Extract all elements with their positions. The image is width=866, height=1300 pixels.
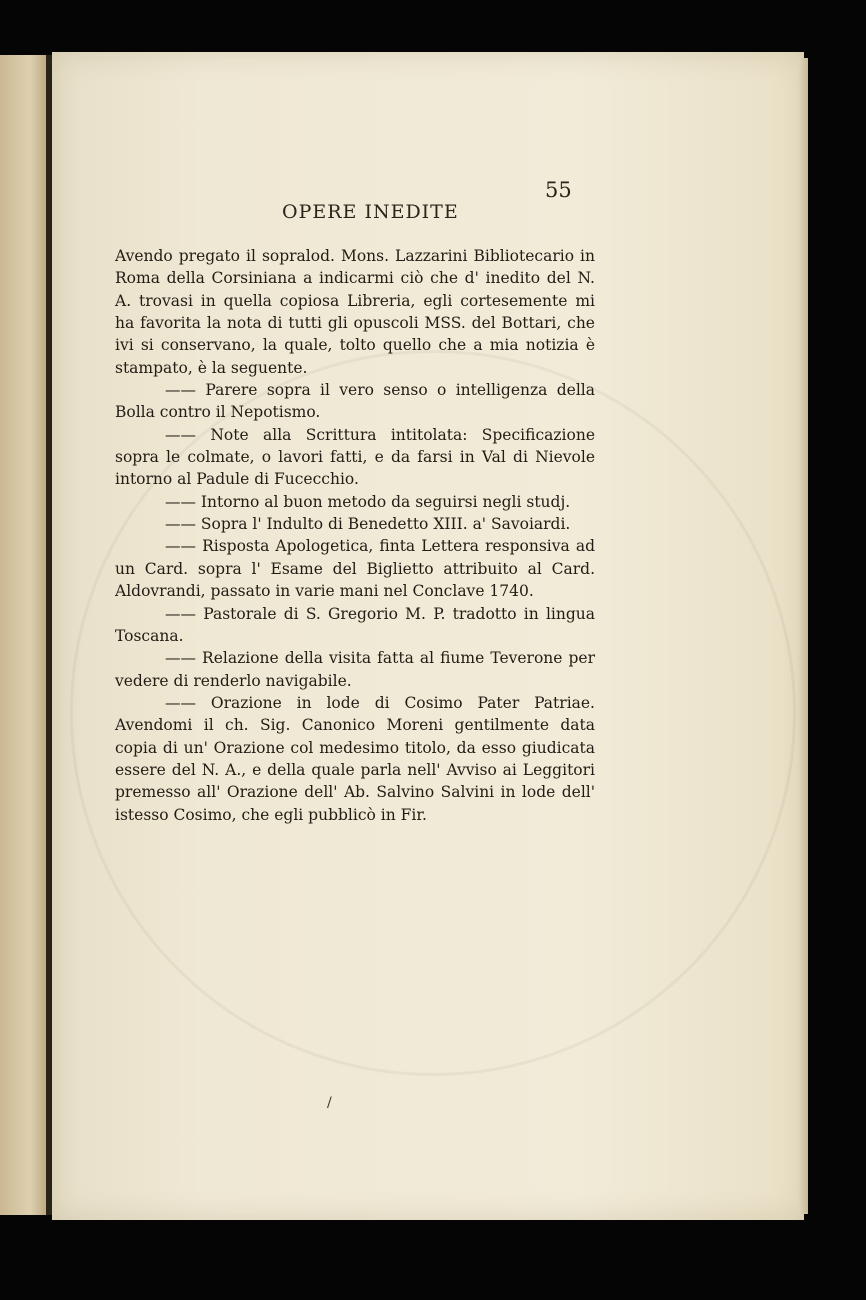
list-item: —— Parere sopra il vero senso o intelligenza della Bolla contro il Nepotismo.: [115, 381, 595, 422]
page-right-edge: [798, 58, 808, 1214]
list-item: —— Intorno al buon metodo da seguirsi negli studj.: [165, 492, 571, 511]
intro-paragraph: Avendo pregato il sopralod. Mons. Lazzarini Bibliotecario in Roma della Corsiniana a indicarmi ciò che d' inedito del N. A. trovasi in quella copiosa Libreria, egli cortesemente mi ha favorita la nota di tutti gli opuscoli MSS. del Bottari, che ivi si conservano, la quale, tolto quello che a mia notizia è stampato, è la seguente.: [115, 247, 595, 377]
list-item: —— Risposta Apologetica, finta Lettera responsiva ad un Card. sopra l' Esame del Biglietto attribuito al Card. Aldovrandi, passato in varie mani nel Conclave 1740.: [115, 537, 595, 601]
running-head: OPERE INEDITE: [282, 201, 459, 223]
list-item: —— Pastorale di S. Gregorio M. P. tradotto in lingua Toscana.: [115, 604, 595, 645]
list-item: —— Orazione in lode di Cosimo Pater Patriae. Avendomi il ch. Sig. Canonico Moreni gentilmente data copia di un' Orazione col medesimo titolo, da esso giudicata essere del N. A., e della quale parla nell' Avviso ai Leggitori premesso all' Orazione dell' Ab. Salvino Salvini in lode dell' istesso Cosimo, che egli pubblicò in Fir.: [115, 693, 595, 824]
body-text: [115, 245, 595, 826]
page-number: 55: [545, 178, 572, 202]
list-item: —— Sopra l' Indulto di Benedetto XIII. a' Savoiardi.: [165, 515, 571, 534]
left-page-edge: [0, 55, 50, 1215]
list-item: —— Relazione della visita fatta al fiume Teverone per vedere di renderlo navigabile.: [115, 649, 595, 690]
list-item: —— Note alla Scrittura intitolata: Specificazione sopra le colmate, o lavori fatti, e da farsi in Val di Nievole intorno al Padule di Fucecchio.: [115, 425, 595, 489]
footer-mark: /: [327, 1095, 332, 1111]
